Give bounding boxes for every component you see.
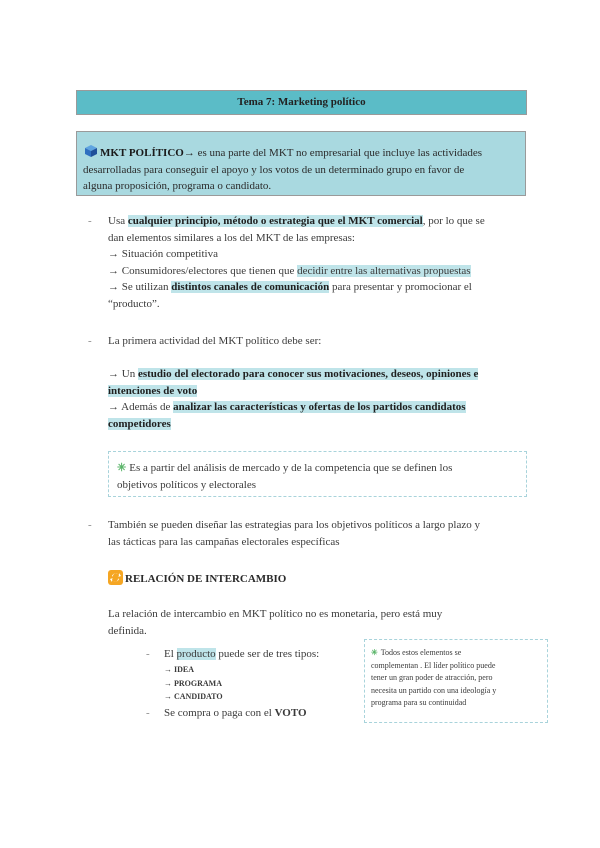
bullet-dash: - (88, 215, 92, 227)
sub-item: → Situación competitiva (108, 248, 218, 260)
product-types (164, 663, 354, 704)
bullet-dash: - (146, 707, 150, 719)
definition-line2: desarrolladas para conseguir el apoyo y los votos de un determinado grupo en favor de (83, 163, 465, 176)
bullet2-items: → Un estudio del electorado para conocer sus motivaciones, deseos, opiniones e intenciones de voto → Además de analizar las características y ofertas de los partidos candidatos competidores (108, 368, 479, 430)
product-item: El producto puede ser de tres tipos: (164, 648, 320, 660)
ballot-box-icon (83, 144, 99, 158)
sub-item: → Se utilizan distintos canales de comunicación para presentar y promocionar el (108, 281, 472, 293)
section-heading: RELACIÓN DE INTERCAMBIO (108, 570, 286, 585)
definition-line3: alguna proposición, programa o candidato. (83, 180, 272, 192)
sparkle-icon: ✳ (117, 462, 127, 474)
bullet-dash: - (146, 648, 150, 660)
bullet-dash: - (88, 519, 92, 531)
exchange-icon (108, 570, 123, 585)
definition-line1: → es una parte del MKT no empresarial que incluye las actividades (183, 147, 483, 159)
bullet1: Usa cualquier principio, método o estrategia que el MKT comercial, por lo que se dan elementos similares a los del MKT de las empresas: → Situación competitiva → Consumidores/electores que tienen que decidir entre las alternativas propuestas → Se utilizan distintos canales de comunicación para presentar y promocionar el “producto”. (108, 215, 485, 310)
section2-paragraph: La relación de intercambio en MKT político no es monetaria, pero está muy definida. (108, 608, 443, 637)
highlight-text: cualquier principio, método o estrategia que el MKT comercial (127, 215, 423, 227)
bullet3: También se pueden diseñar las estrategias para los objetivos políticos a largo plazo y las tácticas para las campañas electorales específicas (108, 519, 481, 548)
vote-item: Se compra o paga con el VOTO (164, 707, 307, 719)
bullet-dash: - (88, 335, 92, 347)
type-item: → PROGRAMA (164, 678, 222, 688)
note-box: ✳ Todos estos elementos se complementan . El líder político puede tener un gran poder de atracción, pero necesita un partido con una ideología y programa para su continuidad (364, 639, 548, 723)
type-item: → IDEA (164, 665, 195, 674)
bullet2: La primera actividad del MKT político debe ser: (108, 335, 322, 347)
definition-term: MKT POLÍTICO (100, 147, 184, 159)
definition-box (76, 131, 526, 196)
note-box: ✳ Es a partir del análisis de mercado y de la competencia que se definen los objetivos políticos y electorales (108, 451, 527, 497)
sub-item: → Consumidores/electores que tienen que decidir entre las alternativas propuestas (108, 264, 471, 277)
sparkle-icon: ✳ (371, 648, 378, 657)
type-item: → CANDIDATO (164, 692, 223, 701)
page-title: Tema 7: Marketing político (76, 90, 527, 115)
